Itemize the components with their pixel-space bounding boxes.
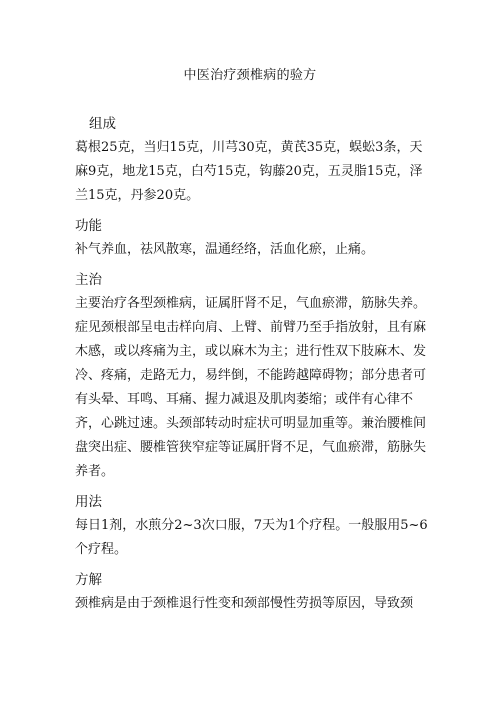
section-text-function: 补气养血，祛风散寒，温通经络，活血化瘀，止痛。 xyxy=(75,242,375,257)
document-body xyxy=(75,112,432,616)
section-heading-usage: 用法 xyxy=(75,494,102,510)
section-heading-analysis: 方解 xyxy=(75,572,102,588)
document-title: 中医治疗颈椎病的验方 xyxy=(183,68,317,83)
section-text-analysis: 颈椎病是由于颈椎退行性变和颈部慢性劳损等原因，导致颈 xyxy=(75,596,414,611)
section-heading-composition: 组成 xyxy=(89,116,116,132)
section-text-composition: 葛根25克，当归15克，川芎30克，黄芪35克，蜈蚣3条，天麻9克，地龙15克，白芍15克，钩藤20克，五灵脂15克，泽兰15克，丹参20克。 xyxy=(75,140,423,203)
section-heading-indications: 主治 xyxy=(75,272,102,288)
section-text-indications: 主要治疗各型颈椎病，证属肝肾不足，气血瘀滞，筋脉失养。症见颈根部呈电击样向肩、上臂、前臂乃至手指放射，且有麻木感，或以疼痛为主，或以麻木为主；进行性双下肢麻木、发冷、疼痛，走路无力，易绊倒，不能跨越障碍物；部分患者可有头晕、耳鸣、耳痛、握力减退及肌肉萎缩；或伴有心律不齐，心跳过速。头颈部转动时症状可明显加重等。兼治腰椎间盘突出症、腰椎管狭窄症等证属肝肾不足，气血瘀滞，筋脉失养者。 xyxy=(75,296,427,479)
section-heading-function: 功能 xyxy=(75,218,102,234)
section-text-usage: 每日1剂，水煎分2~3次口服，7天为1个疗程。一般服用5~6个疗程。 xyxy=(75,518,428,557)
